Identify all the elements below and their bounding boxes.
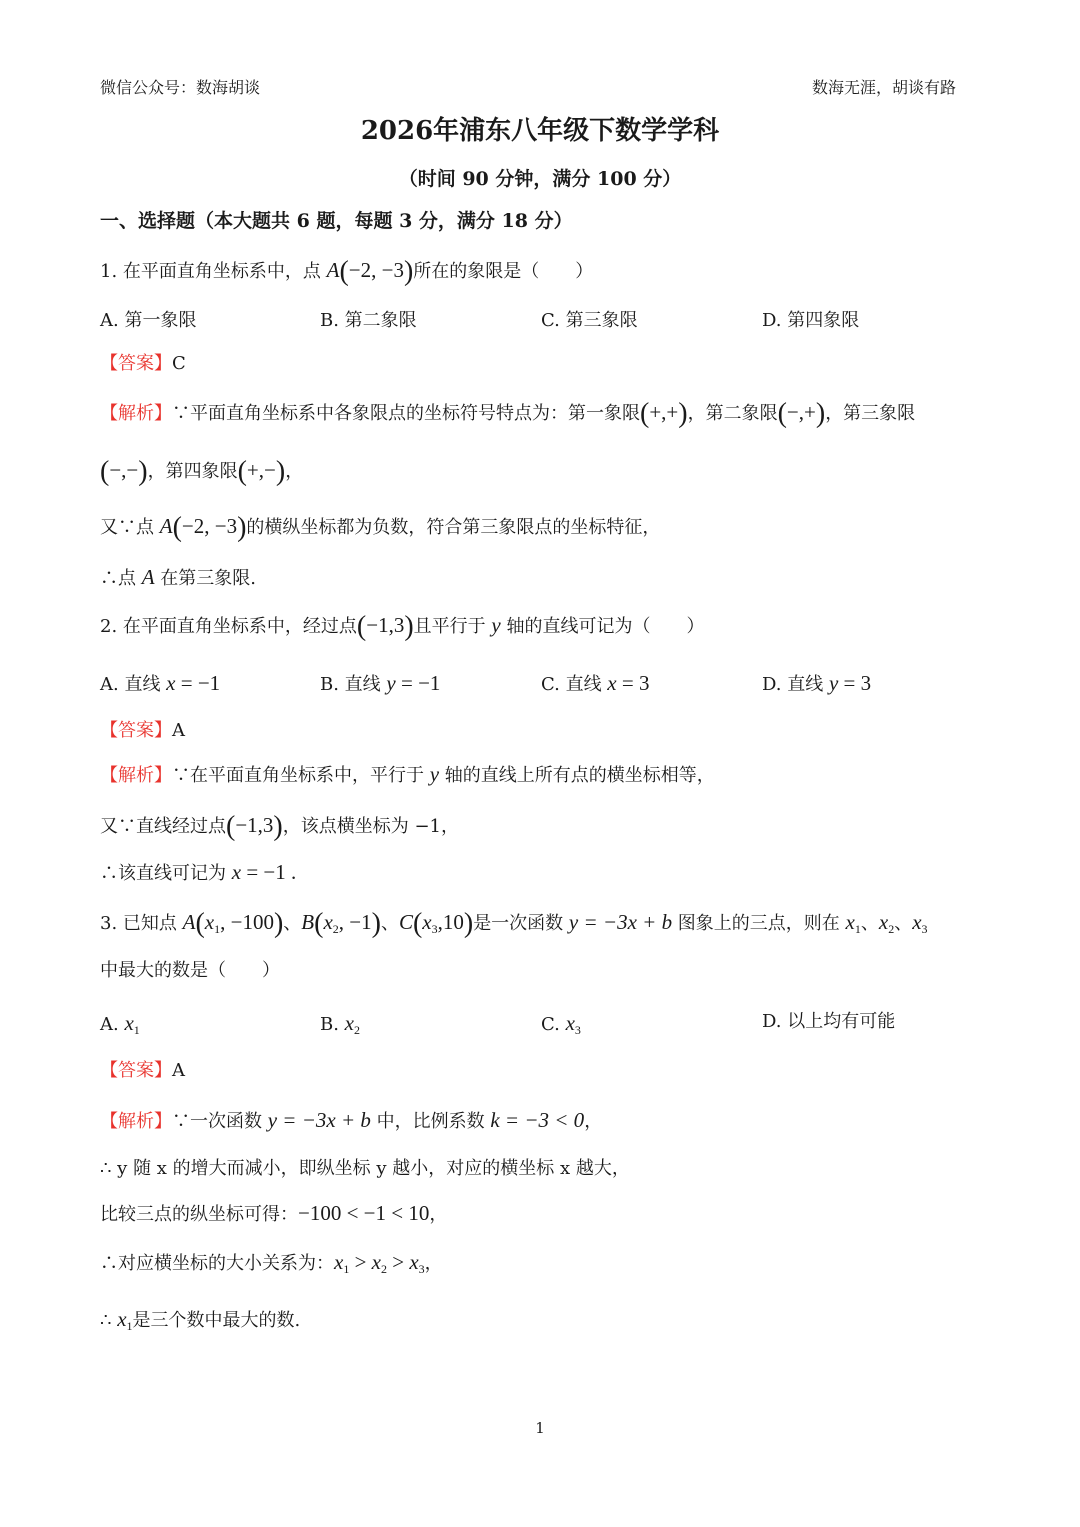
q3-option-b: B. $x_2$	[320, 1011, 360, 1037]
section-heading: 一、选择题（本大题共 6 题，每题 3 分，满分 18 分）	[100, 210, 573, 232]
q3-analysis-line-4: ∴对应横坐标的大小关系为：$x_1 > x_2 > x_3$，	[100, 1250, 443, 1276]
q1-option-b: B. 第二象限	[320, 310, 417, 331]
q3-option-c: C. $x_3$	[541, 1011, 581, 1037]
header-right: 数海无涯，胡谈有路	[811, 78, 956, 97]
q1-analysis-line-2: (−,−)，第四象限(+,−)，	[100, 456, 304, 487]
question-1-stem: 1. 在平面直角坐标系中，点 A(−2, −3)所在的象限是（ ）	[100, 256, 594, 287]
q3-analysis-line-3: 比较三点的纵坐标可得：−100 < −1 < 10，	[100, 1201, 448, 1225]
q2-analysis-line-2: 又∵直线经过点(−1,3)，该点横坐标为 −1，	[100, 811, 460, 842]
page-title: 2026年浦东八年级下数学学科	[360, 116, 720, 146]
q3-analysis-line-1: 【解析】∵一次函数 y = −3x + b 中，比例系数 k = −3 < 0，	[100, 1108, 603, 1132]
header-left: 微信公众号：数海胡谈	[100, 78, 261, 97]
q3-option-d: D. 以上均有可能	[762, 1011, 896, 1032]
q1-analysis-line-4: ∴点 A 在第三象限.	[100, 565, 257, 589]
q2-option-c: C. 直线 x = 3	[541, 671, 650, 695]
q3-analysis-line-2: ∴ y 随 x 的增大而减小，即纵坐标 y 越小，对应的横坐标 x 越大，	[100, 1158, 630, 1179]
q2-analysis-line-3: ∴该直线可记为 x = −1 .	[100, 860, 297, 884]
question-2-stem: 2. 在平面直角坐标系中，经过点(−1,3)且平行于 y 轴的直线可记为（ ）	[100, 611, 705, 642]
question-3-stem: 3. 已知点 $A(x_1$, −100)、$B(x_2$, −1)、$C(x_3,10)$是一次函数 y = −3x + b 图象上的三点，则在 $x_1$、$x_2$、$x_3$	[100, 908, 928, 939]
q2-option-b: B. 直线 y = −1	[320, 671, 441, 695]
q2-option-a: A. 直线 x = −1	[100, 671, 221, 695]
q1-analysis-line-3: 又∵点 A(−2, −3)的横纵坐标都为负数，符合第三象限点的坐标特征，	[100, 512, 661, 543]
q1-option-c: C. 第三象限	[541, 310, 638, 331]
q2-answer: 【答案】A	[100, 720, 185, 741]
q1-answer: 【答案】C	[100, 353, 186, 374]
q1-option-a: A. 第一象限	[100, 310, 197, 331]
q3-analysis-line-5: ∴ $x_1$是三个数中最大的数.	[100, 1307, 301, 1333]
page-number: 1	[535, 1419, 545, 1437]
q1-option-d: D. 第四象限	[762, 310, 860, 331]
q3-answer: 【答案】A	[100, 1060, 185, 1081]
q2-analysis-line-1: 【解析】∵在平面直角坐标系中，平行于 y 轴的直线上所有点的横坐标相等，	[100, 762, 715, 786]
question-3-stem-line-2: 中最大的数是（ ）	[100, 960, 280, 981]
q2-option-d: D. 直线 y = 3	[762, 671, 872, 695]
q3-option-a: A. $x_1$	[100, 1011, 140, 1037]
page-subtitle: （时间 90 分钟，满分 100 分）	[398, 168, 682, 190]
q1-analysis-line-1: 【解析】∵平面直角坐标系中各象限点的坐标符号特点为：第一象限(+,+)，第二象限(−,+)，第三象限	[100, 398, 916, 429]
